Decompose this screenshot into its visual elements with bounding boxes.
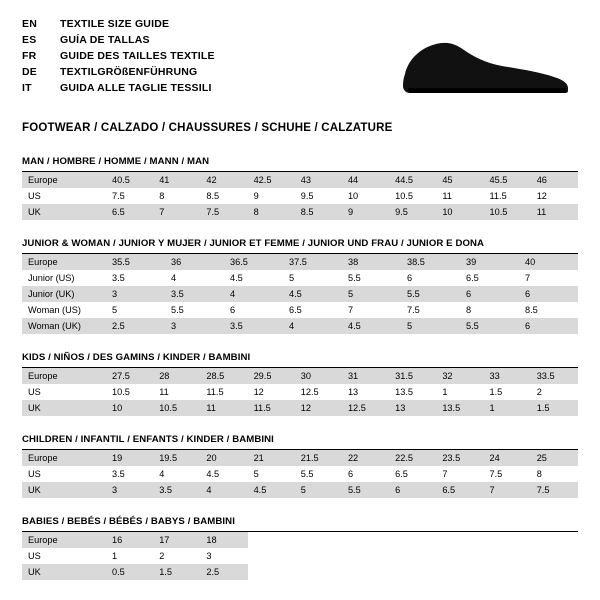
cell: 3 bbox=[165, 318, 224, 334]
cell: 6.5 bbox=[436, 482, 483, 498]
table-row bbox=[22, 532, 578, 548]
cell: 42 bbox=[200, 172, 247, 188]
cell: 7.5 bbox=[112, 191, 125, 201]
header bbox=[22, 16, 578, 108]
cell: 19 bbox=[106, 450, 153, 466]
cell: 19.5 bbox=[153, 450, 200, 466]
cell: 12.5 bbox=[342, 400, 389, 416]
language-code: IT bbox=[22, 81, 32, 94]
cell: 5.5 bbox=[300, 469, 314, 479]
cell: 36.5 bbox=[224, 254, 283, 270]
cell: 7 bbox=[442, 469, 448, 479]
cell: 45.5 bbox=[484, 172, 531, 188]
cell: 13.5 bbox=[395, 387, 414, 397]
cell-empty bbox=[389, 532, 436, 548]
cell: 40 bbox=[519, 254, 578, 270]
table-row bbox=[22, 548, 578, 564]
cell: 4 bbox=[171, 273, 177, 283]
cell: 2.5 bbox=[200, 564, 247, 580]
row-label: Junior (UK) bbox=[22, 286, 106, 302]
cell-empty bbox=[342, 532, 389, 548]
row-label: Europe bbox=[22, 368, 106, 384]
cell: 10.5 bbox=[484, 204, 531, 220]
cell: 6 bbox=[407, 273, 413, 283]
cell-empty bbox=[484, 564, 531, 580]
language-text: TEXTILE SIZE GUIDE bbox=[60, 17, 170, 30]
cell: 3.5 bbox=[165, 286, 224, 302]
footwear-title: FOOTWEAR / CALZADO / CHAUSSURES / SCHUHE / CALZATURE bbox=[22, 122, 393, 134]
section-man bbox=[22, 156, 578, 220]
cell: 12 bbox=[295, 400, 342, 416]
cell: 2.5 bbox=[106, 318, 165, 334]
cell: 4 bbox=[224, 286, 283, 302]
cell: 9 bbox=[253, 191, 259, 201]
cell-empty bbox=[342, 564, 389, 580]
language-row bbox=[22, 16, 215, 32]
section-title: BABIES / BEBÉS / BÉBÉS / BABYS / BAMBINI bbox=[22, 516, 235, 527]
language-code: FR bbox=[22, 49, 37, 62]
cell-empty bbox=[295, 548, 342, 564]
cell: 16 bbox=[106, 532, 153, 548]
cell: 38 bbox=[342, 254, 401, 270]
cell: 24 bbox=[484, 450, 531, 466]
language-list bbox=[22, 16, 215, 96]
cell: 3 bbox=[106, 482, 153, 498]
cell: 5 bbox=[253, 469, 259, 479]
row-label: Europe bbox=[22, 450, 106, 466]
row-label: Junior (US) bbox=[28, 273, 75, 283]
section-children bbox=[22, 434, 578, 498]
table-row bbox=[22, 318, 578, 334]
cell: 3.5 bbox=[224, 318, 283, 334]
cell: 0.5 bbox=[106, 564, 153, 580]
cell: 2 bbox=[159, 551, 165, 561]
table-row bbox=[22, 466, 578, 482]
cell: 6 bbox=[519, 286, 578, 302]
cell: 6.5 bbox=[289, 305, 302, 315]
cell-empty bbox=[342, 548, 389, 564]
cell: 8.5 bbox=[295, 204, 342, 220]
cell: 4 bbox=[283, 318, 342, 334]
row-label: Europe bbox=[22, 254, 106, 270]
cell: 33.5 bbox=[531, 368, 578, 384]
cell: 5 bbox=[289, 273, 295, 283]
cell: 4.5 bbox=[230, 273, 243, 283]
section-title: CHILDREN / INFANTIL / ENFANTS / KINDER / BAMBINI bbox=[22, 434, 274, 445]
row-label: US bbox=[28, 387, 41, 397]
cell-empty bbox=[295, 532, 342, 548]
table-row bbox=[22, 172, 578, 188]
cell: 36 bbox=[165, 254, 224, 270]
size-table-junior-woman bbox=[22, 254, 578, 334]
cell: 43 bbox=[295, 172, 342, 188]
table-row bbox=[22, 400, 578, 416]
row-label: UK bbox=[22, 564, 106, 580]
cell: 8.5 bbox=[525, 305, 538, 315]
cell: 5 bbox=[295, 482, 342, 498]
cell: 27.5 bbox=[106, 368, 153, 384]
table-row bbox=[22, 564, 578, 580]
cell: 6.5 bbox=[106, 204, 153, 220]
cell: 11 bbox=[442, 191, 452, 201]
cell: 1.5 bbox=[531, 400, 578, 416]
section-babies bbox=[22, 516, 578, 580]
cell: 12 bbox=[536, 191, 547, 201]
size-table-children bbox=[22, 450, 578, 498]
section-kids bbox=[22, 352, 578, 416]
table-row bbox=[22, 188, 578, 204]
cell: 40.5 bbox=[106, 172, 153, 188]
table-row bbox=[22, 270, 578, 286]
language-text: GUÍA DE TALLAS bbox=[60, 33, 150, 46]
cell: 7 bbox=[484, 482, 531, 498]
cell: 38.5 bbox=[401, 254, 460, 270]
cell: 4.5 bbox=[283, 286, 342, 302]
cell: 41 bbox=[153, 172, 200, 188]
cell: 21 bbox=[248, 450, 295, 466]
cell: 39 bbox=[460, 254, 519, 270]
table-row bbox=[22, 368, 578, 384]
row-label: Europe bbox=[22, 172, 106, 188]
cell: 3 bbox=[206, 551, 212, 561]
cell: 18 bbox=[200, 532, 247, 548]
cell: 42.5 bbox=[248, 172, 295, 188]
cell-empty bbox=[484, 548, 531, 564]
cell: 6 bbox=[230, 305, 236, 315]
section-title: JUNIOR & WOMAN / JUNIOR Y MUJER / JUNIOR ET FEMME / JUNIOR UND FRAU / JUNIOR E DONA bbox=[22, 238, 485, 249]
row-label: US bbox=[28, 191, 41, 201]
row-label: Woman (UK) bbox=[22, 318, 106, 334]
cell: 11.5 bbox=[248, 400, 295, 416]
cell: 10 bbox=[106, 400, 153, 416]
cell: 44 bbox=[342, 172, 389, 188]
table-row bbox=[22, 482, 578, 498]
table-row bbox=[22, 302, 578, 318]
cell: 6.5 bbox=[395, 469, 408, 479]
language-code: EN bbox=[22, 17, 37, 30]
row-label: Woman (US) bbox=[28, 305, 81, 315]
cell: 7 bbox=[348, 305, 354, 315]
cell: 4.5 bbox=[206, 469, 220, 479]
cell: 32 bbox=[436, 368, 483, 384]
cell: 25 bbox=[531, 450, 578, 466]
cell: 5.5 bbox=[348, 273, 361, 283]
cell: 8.5 bbox=[206, 191, 220, 201]
language-text: TEXTILGRÖßENFÜHRUNG bbox=[60, 65, 198, 78]
cell: 4.5 bbox=[342, 318, 401, 334]
cell: 13.5 bbox=[436, 400, 483, 416]
size-table-babies bbox=[22, 532, 578, 580]
table-row bbox=[22, 204, 578, 220]
cell: 5 bbox=[342, 286, 401, 302]
cell: 11 bbox=[159, 387, 169, 397]
section-junior-woman bbox=[22, 238, 578, 334]
language-code: ES bbox=[22, 33, 37, 46]
cell: 37.5 bbox=[283, 254, 342, 270]
row-label: UK bbox=[22, 482, 106, 498]
cell: 7 bbox=[153, 204, 200, 220]
cell: 23.5 bbox=[436, 450, 483, 466]
table-row bbox=[22, 384, 578, 400]
cell: 12 bbox=[253, 387, 264, 397]
cell: 10 bbox=[436, 204, 483, 220]
cell: 10.5 bbox=[395, 191, 414, 201]
cell-empty bbox=[389, 564, 436, 580]
language-row bbox=[22, 48, 215, 64]
cell: 3 bbox=[106, 286, 165, 302]
cell: 5 bbox=[112, 305, 118, 315]
cell: 31.5 bbox=[389, 368, 436, 384]
cell: 3.5 bbox=[112, 469, 125, 479]
cell: 7.5 bbox=[200, 204, 247, 220]
cell: 30 bbox=[295, 368, 342, 384]
cell: 6.5 bbox=[466, 273, 479, 283]
cell-empty bbox=[389, 548, 436, 564]
cell: 8 bbox=[159, 191, 165, 201]
cell: 7.5 bbox=[407, 305, 420, 315]
row-label: UK bbox=[22, 204, 106, 220]
cell: 10.5 bbox=[112, 387, 130, 397]
row-label: US bbox=[28, 551, 41, 561]
cell: 7.5 bbox=[531, 482, 578, 498]
dress-shoe-icon bbox=[394, 30, 574, 100]
cell: 44.5 bbox=[389, 172, 436, 188]
language-text: GUIDE DES TAILLES TEXTILE bbox=[60, 49, 215, 62]
language-row bbox=[22, 64, 215, 80]
cell: 22.5 bbox=[389, 450, 436, 466]
language-code: DE bbox=[22, 65, 37, 78]
table-row bbox=[22, 286, 578, 302]
cell: 8 bbox=[248, 204, 295, 220]
cell: 12.5 bbox=[300, 387, 319, 397]
cell: 9 bbox=[342, 204, 389, 220]
cell-empty bbox=[531, 564, 578, 580]
cell: 11 bbox=[531, 204, 578, 220]
cell-empty bbox=[248, 564, 295, 580]
cell: 9.5 bbox=[300, 191, 314, 201]
cell: 29.5 bbox=[248, 368, 295, 384]
cell: 1.5 bbox=[153, 564, 200, 580]
cell-empty bbox=[436, 548, 483, 564]
cell: 11 bbox=[200, 400, 247, 416]
cell: 1 bbox=[442, 387, 448, 397]
cell-empty bbox=[436, 564, 483, 580]
cell: 33 bbox=[484, 368, 531, 384]
cell: 5.5 bbox=[342, 482, 389, 498]
cell: 11.5 bbox=[489, 191, 507, 201]
cell-empty bbox=[295, 564, 342, 580]
size-table-man bbox=[22, 172, 578, 220]
cell: 8 bbox=[466, 305, 472, 315]
row-label: UK bbox=[22, 400, 106, 416]
cell: 6 bbox=[519, 318, 578, 334]
cell: 7.5 bbox=[489, 469, 503, 479]
cell-empty bbox=[484, 532, 531, 548]
cell-empty bbox=[531, 548, 578, 564]
cell-empty bbox=[531, 532, 578, 548]
cell: 6 bbox=[389, 482, 436, 498]
cell: 5.5 bbox=[401, 286, 460, 302]
cell: 7 bbox=[525, 273, 531, 283]
cell: 21.5 bbox=[295, 450, 342, 466]
row-label: US bbox=[28, 469, 41, 479]
cell: 1.5 bbox=[489, 387, 503, 397]
language-text: GUIDA ALLE TAGLIE TESSILI bbox=[60, 81, 212, 94]
cell: 45 bbox=[436, 172, 483, 188]
section-title: MAN / HOMBRE / HOMME / MANN / MAN bbox=[22, 156, 210, 167]
cell: 6 bbox=[460, 286, 519, 302]
cell: 46 bbox=[531, 172, 578, 188]
language-row bbox=[22, 80, 215, 96]
cell: 5.5 bbox=[460, 318, 519, 334]
cell: 4 bbox=[159, 469, 165, 479]
cell: 13 bbox=[347, 387, 359, 397]
table-row bbox=[22, 254, 578, 270]
cell: 2 bbox=[536, 387, 542, 397]
cell: 5.5 bbox=[171, 305, 184, 315]
cell: 22 bbox=[342, 450, 389, 466]
cell: 3.5 bbox=[112, 273, 125, 283]
language-row bbox=[22, 32, 215, 48]
cell: 17 bbox=[153, 532, 200, 548]
cell: 35.5 bbox=[106, 254, 165, 270]
cell-empty bbox=[248, 548, 295, 564]
cell-empty bbox=[248, 532, 295, 548]
cell: 1 bbox=[484, 400, 531, 416]
cell: 8 bbox=[536, 469, 542, 479]
cell: 4 bbox=[200, 482, 247, 498]
cell: 10 bbox=[347, 191, 359, 201]
cell: 6 bbox=[347, 469, 354, 479]
cell: 11.5 bbox=[206, 387, 224, 397]
cell: 3.5 bbox=[153, 482, 200, 498]
table-row bbox=[22, 450, 578, 466]
cell: 9.5 bbox=[389, 204, 436, 220]
cell: 28.5 bbox=[200, 368, 247, 384]
cell: 4.5 bbox=[248, 482, 295, 498]
cell: 13 bbox=[389, 400, 436, 416]
cell: 28 bbox=[153, 368, 200, 384]
cell: 10.5 bbox=[153, 400, 200, 416]
cell-empty bbox=[436, 532, 483, 548]
size-table-kids bbox=[22, 368, 578, 416]
row-label: Europe bbox=[22, 532, 106, 548]
cell: 20 bbox=[200, 450, 247, 466]
cell: 31 bbox=[342, 368, 389, 384]
cell: 5 bbox=[401, 318, 460, 334]
section-title: KIDS / NIÑOS / DES GAMINS / KINDER / BAMBINI bbox=[22, 352, 251, 363]
cell: 1 bbox=[112, 551, 118, 561]
